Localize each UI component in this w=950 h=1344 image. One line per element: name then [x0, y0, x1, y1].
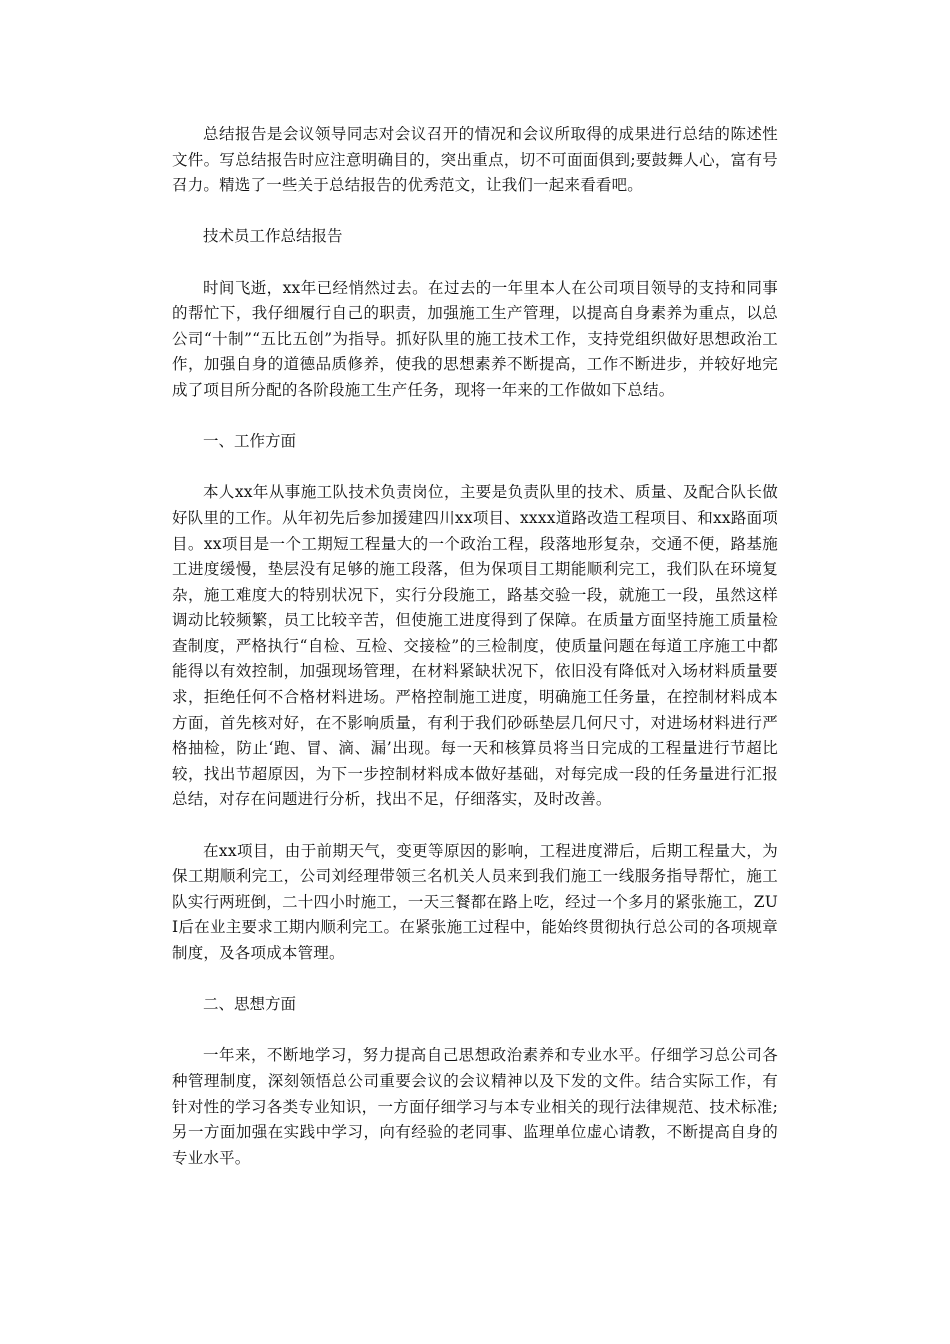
intro-paragraph: 总结报告是会议领导同志对会议召开的情况和会议所取得的成果进行总结的陈述性文件。写总结报告时应注意明确目的，突出重点，切不可面面俱到;要鼓舞人心，富有号召力。精选了一些关于总结报告的优秀范文，让我们一起来看看吧。	[172, 125, 778, 195]
section-heading-work: 一、工作方面	[203, 432, 297, 451]
body-paragraph-2: 本人xx年从事施工队技术负责岗位，主要是负责队里的技术、质量、及配合队长做好队里的工作。从年初先后参加援建四川xx项目、xxxx道路改造工程项目、和xx路面项目。xx项目是一个工期短工程量大的一个政治工程，段落地形复杂，交通不便，路基施工进度缓慢，垫层没有足够的施工段落，但为保项目工期能顺利完工，我们队在环境复杂，施工难度大的特别状况下，实行分段施工，路基交验一段，就施工一段，虽然这样调动比较频繁，员工比较辛苦，但使施工进度得到了保障。在质量方面坚持施工质量检查制度，严格执行“自检、互检、交接检”的三检制度，使质量问题在每道工序施工中都能得以有效控制，加强现场管理，在材料紧缺状况下，依旧没有降低对入场材料质量要求，拒绝任何不合格材料进场。严格控制施工进度，明确施工任务量，在控制材料成本方面，首先核对好，在不影响质量，有利于我们砂砾垫层几何尺寸，对进场材料进行严格抽检，防止‘跑、冒、滴、漏’出现。每一天和核算员将当日完成的工程量进行节超比较，找出节超原因，为下一步控制材料成本做好基础，对每完成一段的任务量进行汇报总结，对存在问题进行分析，找出不足，仔细落实，及时改善。	[172, 483, 778, 809]
report-title: 技术员工作总结报告	[203, 227, 343, 246]
body-paragraph-4: 一年来，不断地学习，努力提高自己思想政治素养和专业水平。仔细学习总公司各种管理制度，深刻领悟总公司重要会议的会议精神以及下发的文件。结合实际工作，有针对性的学习各类专业知识，一方面仔细学习与本专业相关的现行法律规范、技术标准;另一方面加强在实践中学习，向有经验的老同事、监理单位虚心请教，不断提高自身的专业水平。	[172, 1046, 778, 1167]
body-paragraph-3: 在xx项目，由于前期天气，变更等原因的影响，工程进度滞后，后期工程量大，为保工期顺利完工，公司刘经理带领三名机关人员来到我们施工一线服务指导帮忙，施工队实行两班倒，二十四小时施工，一天三餐都在路上吃，经过一个多月的紧张施工，ZUI后在业主要求工期内顺利完工。在紧张施工过程中，能始终贯彻执行总公司的各项规章制度，及各项成本管理。	[172, 841, 778, 962]
section-heading-thought: 二、思想方面	[203, 995, 297, 1014]
document-page	[172, 122, 778, 1171]
body-paragraph-1: 时间飞逝，xx年已经悄然过去。在过去的一年里本人在公司项目领导的支持和同事的帮忙下，我仔细履行自己的职责，加强施工生产管理，以提高自身素养为重点，以总公司“十制”“五比五创”为指导。抓好队里的施工技术工作，支持党组织做好思想政治工作，加强自身的道德品质修养，使我的思想素养不断提高，工作不断进步，并较好地完成了项目所分配的各阶段施工生产任务，现将一年来的工作做如下总结。	[172, 278, 778, 399]
